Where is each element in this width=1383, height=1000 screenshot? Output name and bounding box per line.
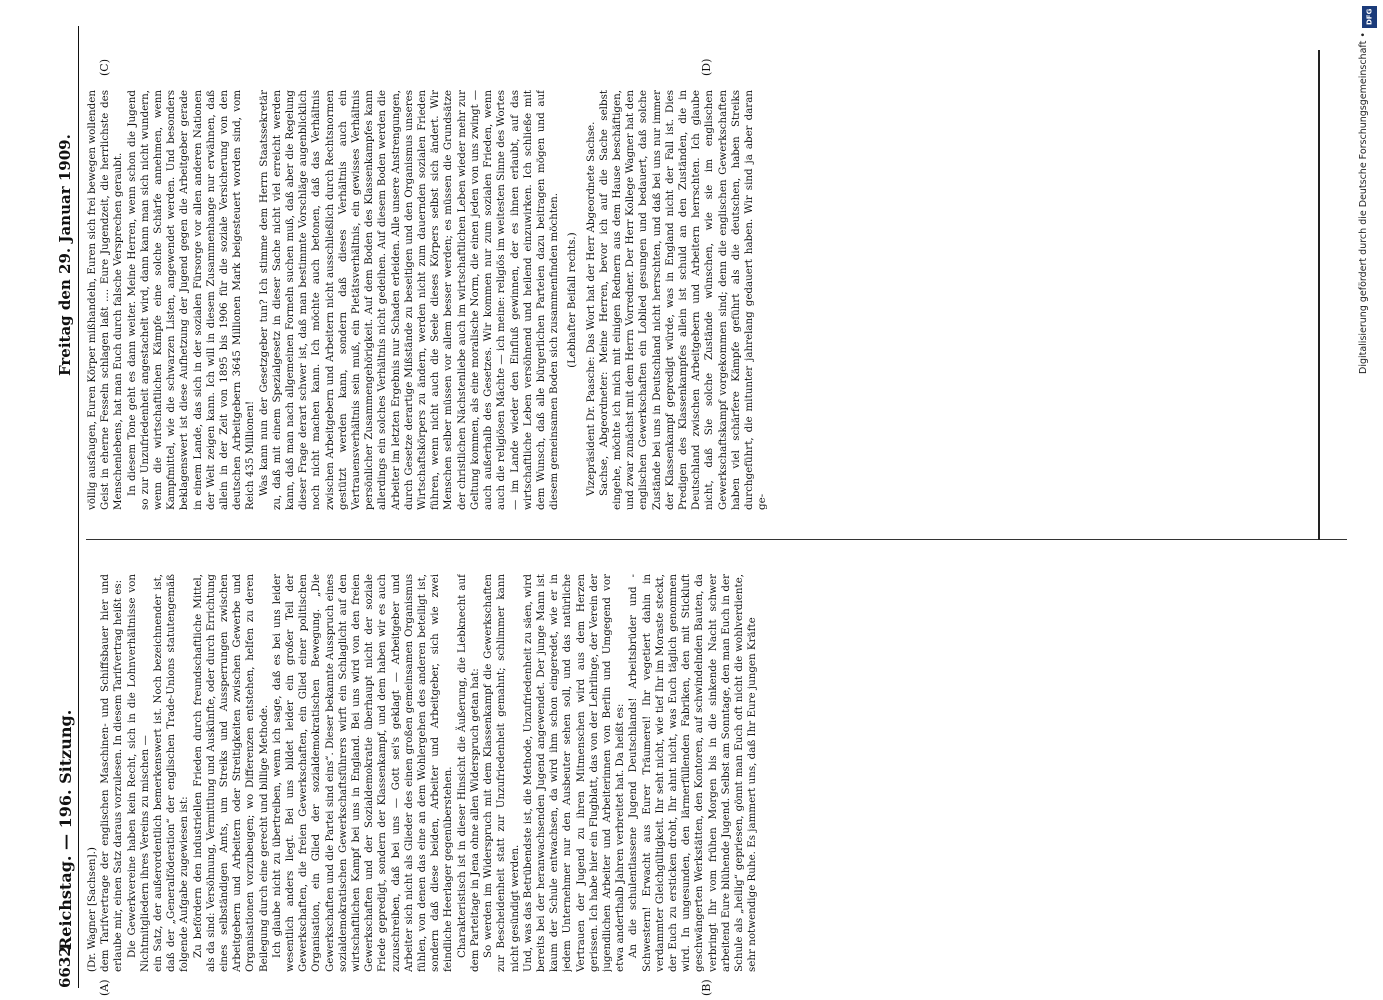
applause-note: (Lebhafter Beifall rechts.) bbox=[566, 232, 579, 368]
right-column bbox=[86, 90, 1323, 510]
paragraph: Und, was das Betrübendste ist, die Methode, Unzufriedenheit zu säen, wird bereits bei der heranwachsenden Jugend angewendet. Der junge Mann ist kaum der Schule entwachsen, da wird ihm schon eingeredet, wie er in jedem Unternehmer nur den Ausbeuter sehen soll, und das natürliche Vertrauen der Jugend zu ihren Mitmenschen wird aus dem Herzen gerissen. Ich habe hier ein Flugblatt, das von der Lehrlinge, der Verein der jugendlichen Arbeiter und Arbeiterinnen von Berlin und Umgegend vor etwa anderthalb Jahren verbreitet hat. Da heißt es: bbox=[521, 574, 627, 972]
quote-paragraph: Die Gewerkvereine haben kein Recht, sich in die Lohnverhältnisse von Nichtmitgliedern ihres Vereins zu mischen — bbox=[125, 574, 151, 972]
column-divider bbox=[86, 539, 1347, 540]
dfg-logo: DFG bbox=[1362, 6, 1377, 28]
session-date: Freitag den 29. Januar 1909. bbox=[56, 134, 74, 376]
margin-marker-d: (D) bbox=[700, 58, 713, 76]
quote-paragraph: völlig ausfaugen, Euren Körper mißhandeln, Euren sich frei bewegen wollenden Geist in eherne Fesseln schlagen laßt .... Eure Jugendzeit, die herrlichste des Menschenlebens, hat man Euch durch falsche Versprechen geraubt. bbox=[86, 90, 125, 510]
page-header bbox=[56, 26, 79, 988]
quote-paragraph: An die schulentlassene Jugend Deutschlands! Arbeitsbrüder und -Schwestern! Erwacht aus Eurer Träumerei! Ihr vegetiert dahin in verdammter Gleichgültigkeit. Ihr seht nicht, wie tief Ihr im Moraste steckt, der Euch zu ersticken droht, Ihr ahnt nicht, was Euch täglich genommen wird. In ungesunden, den lärmerfüllenden Fabriken, den mit Stickluft geschwängerten Werkstätten, den Kontoren, auf schwindelnden Bauten, da verbringt Ihr vom frühen Morgen bis in die sinkende Nacht schwer arbeitend Eure blühende Jugend. Selbst am Sonntage, den man Euch in der Schule als „heilig“ gepriesen, gönnt man Euch oft nicht die wohlverdiente, sehr notwendige Ruhe. Es jammert uns, daß Ihr Eure jungen Kräfte bbox=[627, 574, 759, 972]
bottom-rule bbox=[1318, 50, 1320, 540]
paragraph: Ich glaube nicht zu übertreiben, wenn ich sage, daß es bei uns leider wesentlich anders liegt. Bei uns bildet leider ein großer Teil der Gewerkschaften, die freien Gewerkschaften, ein Glied einer politischen Organisation, ein Glied der sozialdemokratischen Bewegung. „Die Gewerkschaften und die Partei sind eins“. Dieser bekannte Ausspruch eines sozialdemokratischen Gewerkschaftsführers wirft ein Schlaglicht auf den wirtschaftlichen Kampf bei uns in England. Bei uns wird von den freien Gewerkschaften und der Sozialdemokratie überhaupt nicht der soziale Friede gepredigt, sondern der Klassenkampf, und dem haben wir es auch zuzuschreiben, daß bei uns — Gott sei's geklagt — Arbeitgeber und Arbeiter sich nicht als Glieder des einen großen gemeinsamen Organismus fühlen, von denen das eine an dem Wohlergehen des anderen beteiligt ist, sondern daß diese beiden, Arbeiter und Arbeitgeber, sich wie zwei feindliche Heerlager gegenüberstehen. bbox=[270, 574, 455, 972]
paragraph: Was kann nun der Gesetzgeber tun? Ich stimme dem Herrn Staatssekretär zu, daß mit einem Spezialgesetz in dieser Sache nicht viel erreicht werden kann, daß man nach allgemeinen Formeln suchen muß, daß aber die Regelung dieser Frage derart schwer ist, daß man bestimmte Vorschläge augenblicklich noch nicht machen kann. Ich möchte auch betonen, daß das Verhältnis zwischen Arbeitgebern und Arbeitern nicht ausschließlich durch Rechtsnormen gestützt werden kann, sondern daß dieses Verhältnis auch ein Vertrauensverhältnis sein muß, ein Pietätsverhältnis, ein gewisses Verhältnis persönlicher Zusammengehörigkeit. Auf dem Boden des Klassenkampfes kann allerdings ein solches Verhältnis nicht gedeihen. Auf diesem Boden werden die Arbeiter im letzten Ergebnis nur Schaden erleiden. Alle unsere Anstrengungen, durch Gesetze derartige Mißstände zu beseitigen und den Organismus unseres Wirtschaftskörpers zu ändern, werden nicht zum dauernden sozialen Frieden führen, wenn nicht auch die Seele dieses Körpers selbst sich ändert. Wir Menschen selber müssen vor allem besser werden; es müssen die Grundsätze der christlichen Nächstenliebe auch im wirtschaftlichen Leben wieder mehr zur Geltung kommen, als eine moralische Norm, die einen jeden von uns zwingt — auch außerhalb des Gesetzes. Wir kommen nur zum sozialen Frieden, wenn auch die religiösen Mächte — ich meine: religiös im weitesten Sinne des Wortes — im Lande wieder den Einfluß gewinnen, der es ihnen erlaubt, auf das wirtschaftliche Leben versöhnend und heilend einzuwirken. Ich schließe mit dem Wunsch, daß alle bürgerlichen Parteien dazu beitragen mögen und auf diesem gemeinsamen Boden sich zusammenfinden möchten. bbox=[257, 90, 561, 510]
page-number: 6632 bbox=[56, 946, 74, 988]
quote-paragraph: So werden im Widerspruch mit dem Klassenkampf die Gewerkschaften zur Bescheidenheit statt zur Unzufriedenheit gemahnt; schlimmer kann nicht gesündigt werden. bbox=[482, 574, 521, 972]
speaker-paragraph: Sachse, Abgeordneter: Meine Herren, bevor ich auf die Sache selbst eingehe, möchte ich mich mit einigen Rednern aus dem Hause beschäftigen, und zwar zunächst mit dem Herrn Vorredner. Der Herr Kollege Wagner hat den englischen Gewerkschaften ein Loblied gesungen und bedauert, daß solche Zustände bei uns in Deutschland nicht herrschten, und daß bei uns nur immer der Klassenkampf gepredigt würde, was in England nicht der Fall ist. Dies Predigen des Klassenkampfes allein ist schuld an den Zuständen, die in Deutschland zwischen Arbeitgebern und Arbeitern herrschten. Ich glaube nicht, daß Sie solche Zustände wünschen, wie sie im englischen Gewerkschaftskampf vorgekommen sind; denn die englischen Gewerkschaften haben viel schärfere Kämpfe geführt als die deutschen, haben Streiks durchgeführt, die mitunter jahrelang gedauert haben. Wir sind ja aber daran ge- bbox=[597, 90, 769, 510]
speaker-line: (Dr. Wagner [Sachsen].) bbox=[86, 847, 98, 972]
paragraph: ein Satz, der außerordentlich bemerkenswert ist. Noch bezeichnender ist, daß der „Generalföderation“ der englischen Trade-Unions statutengemäß folgende Aufgabe zugewiesen ist: bbox=[152, 574, 191, 972]
margin-marker-b: (B) bbox=[700, 979, 713, 996]
president-line: Vizepräsident Dr. Paasche: Das Wort hat der Herr Abgeordnete Sachse. bbox=[584, 121, 597, 496]
digitization-note: Digitalisierung gefördert durch die Deutsche Forschungsgemeinschaft • bbox=[1358, 32, 1369, 374]
paragraph: dem Tarifvertrage der englischen Maschinen- und Schiffsbauer hier und erlaube mir, einen Satz daraus vorzulesen. In diesem Tarifvertrag heißt es: bbox=[99, 574, 125, 972]
left-column bbox=[86, 574, 1323, 972]
quote-paragraph: Zu befördern den industriellen Frieden durch freundschaftliche Mittel, als da sind: Versöhnung, Vermittlung und Auskünfte, oder durch Errichtung eines selbständigen Amts, um Streiks und Aussperrungen zwischen Arbeitgebern und Arbeitern oder Streitigkeiten zwischen Gewerbe und Organisationen vorzubeugen; wo Differenzen entstehen, helfen zu deren Beilegung durch eine gerecht und billige Methode. bbox=[191, 574, 270, 972]
margin-marker-c: (C) bbox=[98, 59, 111, 76]
paragraph: In diesem Tone geht es dann weiter. Meine Herren, wenn schon die Jugend so zur Unzufriedenheit angestachelt wird, dann kann man sich nicht wundern, wenn die wirtschaftlichen Kämpfe eine solche Schärfe annehmen, wenn Kampfmittel, wie die schwarzen Listen, angewendet werden. Und besonders beklagenswert ist diese Aufhetzung der Jugend gegen die Arbeitgeber gerade in einem Lande, das sich in der sozialen Fürsorge vor allen anderen Nationen der Welt zeigen kann. Ich will in diesem Zusammenhange nur erwähnen, daß allein in der Zeit von 1895 bis 1906 für die soziale Versicherung von den deutschen Arbeitgebern 3645 Millionen Mark beigesteuert worden sind, vom Reich 435 Millionen! bbox=[125, 90, 257, 510]
paragraph: Charakteristisch ist in dieser Hinsicht die Äußerung, die Liebknecht auf dem Parteitage in Jena ohne allen Widerspruch getan hat: bbox=[455, 574, 481, 972]
session-title: Reichstag. — 196. Sitzung. bbox=[56, 709, 75, 950]
margin-marker-a: (A) bbox=[98, 979, 111, 996]
